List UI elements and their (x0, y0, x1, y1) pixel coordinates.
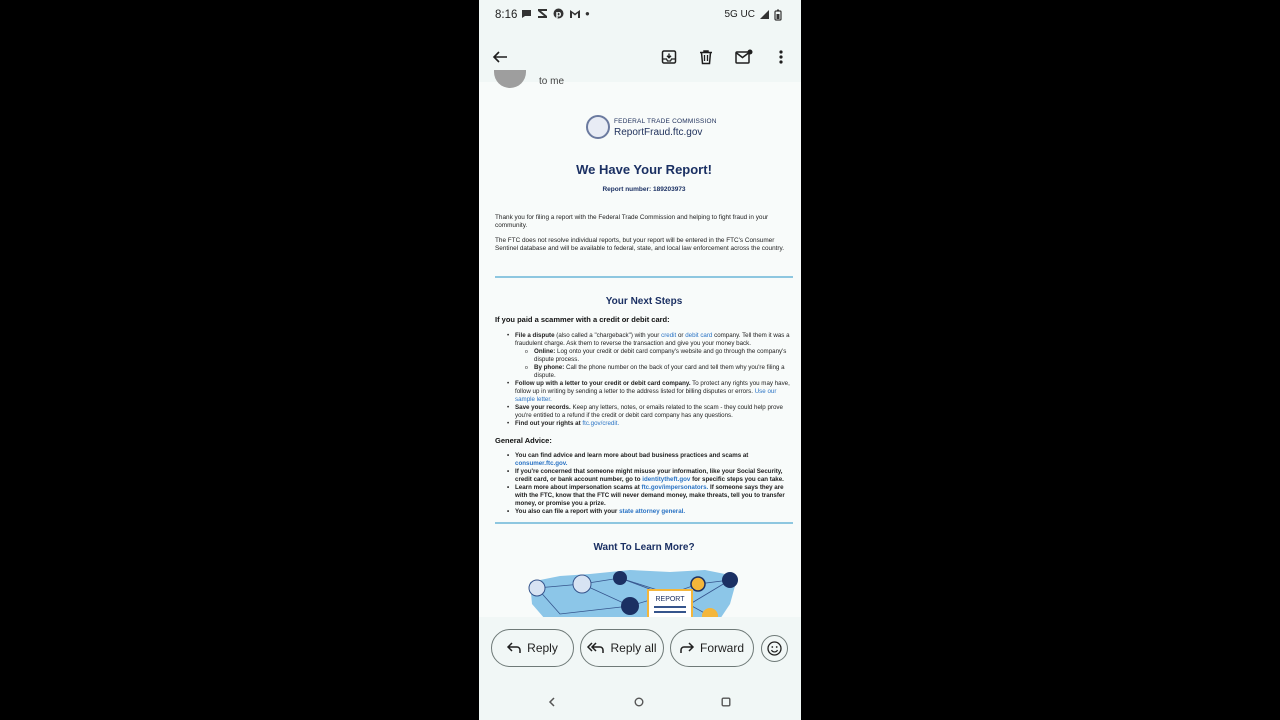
general-advice-list (495, 452, 793, 516)
list-item: o By phone: Call the phone number on the back of your card and tell them why you're filing a dispute. (495, 364, 793, 380)
report-graphic-label: REPORT (655, 596, 685, 603)
status-right (724, 9, 785, 20)
app-notification-icon (537, 8, 548, 19)
divider (495, 276, 793, 278)
email-body[interactable] (479, 76, 801, 617)
forward-button[interactable] (670, 629, 754, 667)
reply-all-label: Reply all (610, 641, 657, 655)
reply-all-button[interactable] (580, 629, 664, 667)
nav-home-button[interactable] (632, 695, 646, 709)
general-advice-label: General Advice: (495, 436, 552, 445)
intro-paragraph-2: The FTC does not resolve individual reports, but your report will be entered in the FTC's Consumer Sentinel database and will be available to federal, state, and local law enforcement across the country. (495, 237, 785, 252)
action-bar (479, 617, 801, 720)
nav-home-icon (634, 697, 644, 707)
status-time: 8:16 (495, 9, 518, 21)
consumer-ftc-link[interactable]: consumer.ftc.gov. (515, 460, 568, 467)
reply-button[interactable] (491, 629, 574, 667)
logo-agency-name: FEDERAL TRADE COMMISSION (614, 118, 717, 125)
more-vert-icon (778, 49, 784, 65)
email-toolbar (479, 32, 801, 82)
dispute-methods-list (495, 348, 793, 380)
recipient-line[interactable]: to me (539, 76, 565, 87)
sender-avatar[interactable] (494, 70, 526, 88)
list-item: o Online: Log onto your credit or debit card company's website and go through the company's dispute process. (495, 348, 793, 364)
ftc-logo (586, 115, 717, 143)
archive-icon (661, 49, 677, 65)
chat-bubble-icon (521, 8, 532, 19)
status-bar (479, 0, 801, 32)
list-item: • Save your records. Keep any letters, notes, or emails related to the scam - they could help prove you're entitled to a refund if the credit or debit card company has any questions. (495, 404, 793, 420)
next-steps-list-cont (495, 380, 793, 428)
nav-back-icon (548, 697, 556, 707)
signal-icon (759, 9, 770, 20)
impersonators-link[interactable]: ftc.gov/impersonators. (641, 484, 709, 491)
credit-link[interactable]: credit (661, 332, 677, 339)
notification-icons (521, 8, 590, 19)
paid-scammer-label: If you paid a scammer with a credit or debit card: (495, 315, 670, 324)
nav-back-button[interactable] (545, 695, 559, 709)
back-button[interactable] (489, 46, 511, 68)
list-item: • If you're concerned that someone might misuse your information, like your Social Security, credit card, or bank account number, go to identitytheft.gov for specific steps you can take. (495, 468, 793, 484)
gmail-icon (569, 8, 580, 19)
battery-icon (774, 9, 785, 20)
list-item: • You also can file a report with your state attorney general. (495, 508, 793, 516)
svg-text:p: p (555, 9, 562, 19)
list-item: • Learn more about impersonation scams at ftc.gov/impersonators. If someone says they are with the FTC, know that the FTC will never demand money, make threats, tell you to transfer money, or promise you a prize. (495, 484, 793, 508)
forward-label: Forward (699, 641, 744, 655)
next-steps-list (495, 332, 793, 348)
forward-icon (680, 642, 694, 654)
logo-site-name: ReportFraud.ftc.gov (614, 127, 703, 138)
delete-button[interactable] (695, 46, 717, 68)
debit-card-link[interactable]: debit card (685, 332, 713, 339)
trash-icon (698, 49, 714, 65)
list-item: • File a dispute (also called a "chargeback") with your credit or debit card company. Tell them it was a fraudulent charge. Ask them to reverse the transaction and give you your money back. (495, 332, 793, 348)
sample-letter-link[interactable]: Use our sample letter. (515, 388, 777, 403)
learn-more-title: Want To Learn More? (593, 542, 695, 553)
emoji-reaction-button[interactable] (761, 635, 788, 662)
report-number: Report number: 189203973 (602, 186, 686, 193)
us-map-illustration (520, 564, 760, 624)
more-notifications-dot-icon: ● (585, 9, 590, 18)
smiley-icon (767, 641, 782, 656)
nav-recents-icon (721, 697, 731, 707)
headline: We Have Your Report! (576, 162, 712, 177)
identitytheft-link[interactable]: identitytheft.gov (642, 476, 691, 483)
divider (495, 522, 793, 524)
mail-unread-icon (735, 49, 753, 65)
ftc-credit-link[interactable]: ftc.gov/credit. (582, 420, 620, 427)
reply-label: Reply (527, 641, 558, 655)
pinterest-icon (553, 8, 564, 19)
reply-all-icon (587, 642, 604, 654)
list-item: • Find out your rights at ftc.gov/credit. (495, 420, 793, 428)
network-label: 5G UC (724, 9, 755, 20)
intro-paragraph-1: Thank you for filing a report with the Federal Trade Commission and helping to fight fraud in your community. (495, 214, 769, 229)
reply-icon (507, 642, 521, 654)
ftc-seal-icon (586, 115, 610, 139)
nav-recents-button[interactable] (719, 695, 733, 709)
next-steps-title: Your Next Steps (605, 296, 683, 307)
list-item: • Follow up with a letter to your credit or debit card company. To protect any rights you may have, follow up in writing by sending a letter to the address listed for billing disputes or errors. Use our sample letter. (495, 380, 793, 404)
mark-unread-button[interactable] (733, 46, 755, 68)
list-item: • You can find advice and learn more about bad business practices and scams at consumer.ftc.gov. (495, 452, 793, 468)
more-options-button[interactable] (770, 46, 792, 68)
back-arrow-icon (492, 49, 508, 65)
attorney-general-link[interactable]: state attorney general. (619, 508, 686, 515)
archive-button[interactable] (658, 46, 680, 68)
phone-screen (479, 0, 801, 720)
